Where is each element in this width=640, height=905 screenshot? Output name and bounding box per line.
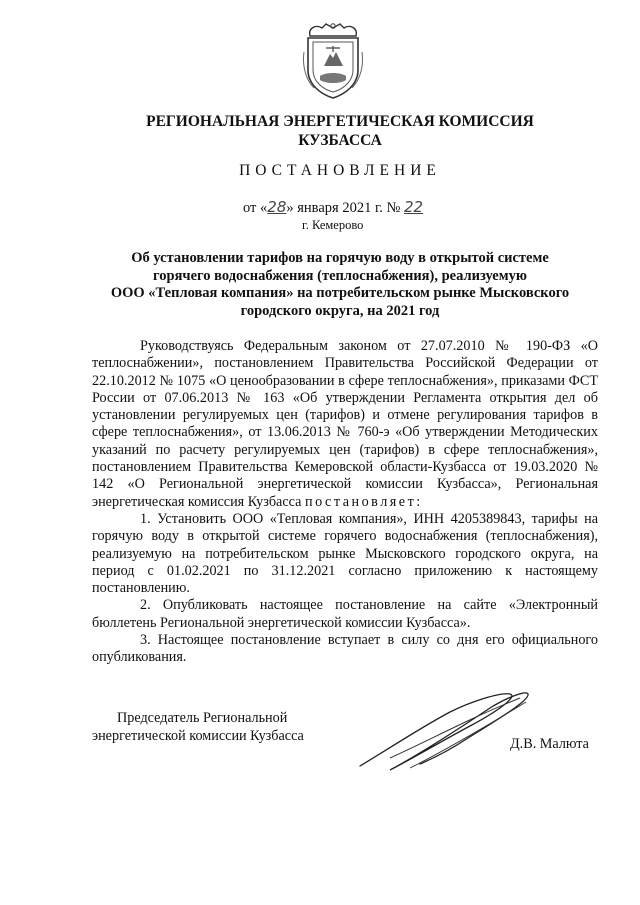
preamble-text: Руководствуясь Федеральным законом от 27.07.2010 № 190-ФЗ «О теплоснабжении», постановлением Правительства Российской Федерации от 22.10.2012 № 1075 «О ценообразовании в сфере теплоснабжения», приказами ФСТ России от 07.06.2013 № 163 «Об утверждении Регламента открытия дел об установлении регулируемых цен (тарифов) и отмене регулирования тарифов в сфере теплоснабжения», от 13.06.2013 № 760-э «Об утверждении Методических указаний по расчету регулируемых цен (тарифов) в сфере теплоснабжения», постановлением Правительства Кемеровской области-Кузбасса от 19.03.2020 № 142 «О Региональной энергетической комиссии Кузбасса», Региональная энергетическая комиссия Кузбасса [92, 338, 598, 510]
position-line-1: Председатель Региональной [117, 710, 288, 726]
signatory-position [92, 710, 304, 745]
date-prefix: от « [243, 200, 268, 216]
item-1: 1. Установить ООО «Тепловая компания», ИНН 4205389843, тарифы на горячую воду в открытой системе горячего водоснабжения (теплоснабжения), реализуемую на потребительском рынке Мысковского городского округа, на период с 01.02.2021 по 31.12.2021 согласно приложению к настоящему постановлению. [92, 510, 598, 597]
date-line [243, 198, 423, 217]
title-line-2: горячего водоснабжения (теплоснабжения), реализуемую [153, 267, 527, 284]
coat-of-arms-emblem [302, 22, 364, 100]
decides-text: постановляет: [304, 493, 423, 510]
preamble-paragraph [92, 338, 598, 511]
organization-name [60, 112, 620, 150]
organization-line-2: КУЗБАССА [298, 132, 382, 149]
title-line-3: ООО «Тепловая компания» на потребительском рынке Мысковского [110, 285, 570, 301]
organization-line-1: РЕГИОНАЛЬНАЯ ЭНЕРГЕТИЧЕСКАЯ КОМИССИЯ [146, 113, 534, 130]
city: г. Кемерово [302, 218, 364, 232]
document-title [90, 250, 590, 320]
position-line-2: энергетической комиссии Кузбасса [92, 727, 304, 744]
item-3: 3. Настоящее постановление вступает в силу со дня его официального опубликования. [92, 632, 598, 666]
title-line-4: городского округа, на 2021 год [240, 302, 440, 319]
document-type: ПОСТАНОВЛЕНИЕ [239, 162, 441, 179]
date-suffix: » января 2021 г. № [286, 200, 401, 216]
document-body [92, 338, 598, 667]
item-2: 2. Опубликовать настоящее постановление на сайте «Электронный бюллетень Региональной энергетической комиссии Кузбасса». [92, 597, 598, 631]
handwritten-signature [350, 688, 535, 778]
document-number-handwritten: 22 [403, 198, 424, 216]
date-day-handwritten: 28 [267, 198, 287, 216]
title-line-1: Об установлении тарифов на горячую воду в открытой системе [131, 250, 549, 266]
signatory-name: Д.В. Малюта [510, 736, 589, 752]
